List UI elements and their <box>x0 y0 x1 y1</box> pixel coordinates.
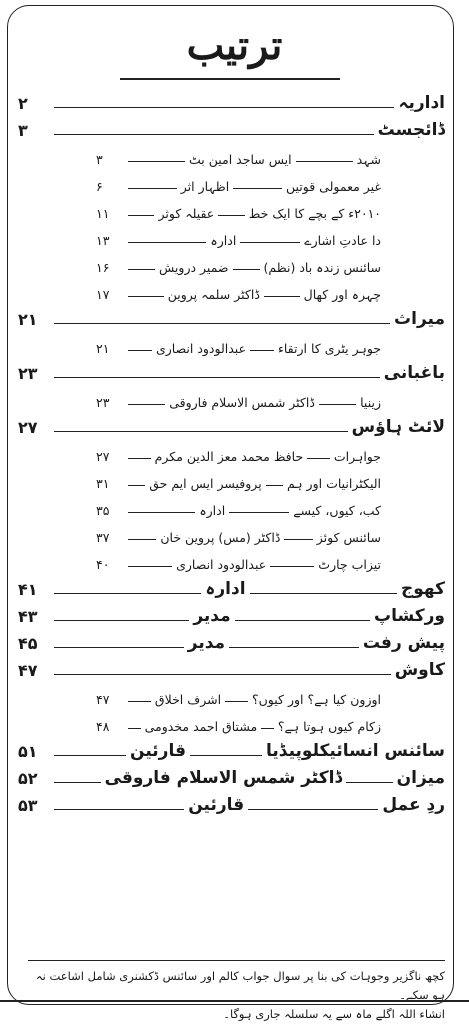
toc-entry-author: مدیر <box>187 633 226 653</box>
toc-page-number: ۱۱ <box>96 206 110 221</box>
toc-section-row[interactable] <box>18 599 445 626</box>
toc-article-row[interactable] <box>18 194 445 221</box>
toc-page-number: ۱۶ <box>96 260 110 275</box>
toc-entry-author: ادارہ <box>205 579 246 599</box>
toc-page-number: ۲۷ <box>96 449 110 464</box>
leader-line <box>250 350 274 351</box>
toc-entry-author: مدیر <box>193 606 231 626</box>
toc-article-row[interactable] <box>18 329 445 356</box>
leader-line <box>54 431 348 432</box>
toc-entry-title: ردِ عمل <box>382 795 445 815</box>
toc-page-number: ۳ <box>18 121 28 140</box>
leader-line <box>128 242 206 243</box>
toc-page-number: ۴۷ <box>18 661 38 680</box>
toc-entry-title: ورکشاپ <box>373 606 445 626</box>
toc-article-row[interactable] <box>18 437 445 464</box>
toc-entry-author: اظہار اثر <box>180 179 230 194</box>
toc-entry-author: قارئین <box>130 741 186 761</box>
toc-entry-author: ڈاکٹر (مس) پروین خان <box>160 530 281 545</box>
leader-line <box>128 728 141 729</box>
leader-line <box>128 512 195 513</box>
toc-page-number: ۱۳ <box>96 233 110 248</box>
toc-page-number: ۲۱ <box>18 310 38 329</box>
table-of-contents <box>18 86 445 815</box>
leader-line <box>250 593 397 594</box>
toc-entry-title: غیر معمولی قوتیں <box>286 179 381 194</box>
toc-page-number: ۲ <box>18 94 28 113</box>
leader-line <box>54 674 391 675</box>
toc-page-number: ۲۱ <box>96 341 110 356</box>
toc-entry-author: عقیلہ کوثر <box>158 206 215 221</box>
toc-article-row[interactable] <box>18 545 445 572</box>
leader-line <box>128 215 154 216</box>
leader-line <box>235 620 370 621</box>
toc-section-row[interactable] <box>18 653 445 680</box>
leader-line <box>229 647 359 648</box>
title-underline <box>120 78 340 80</box>
leader-line <box>128 161 185 162</box>
toc-entry-author: ادارہ <box>199 503 226 518</box>
toc-page-number: ۵۲ <box>17 769 38 788</box>
toc-page-number: ۳۷ <box>95 530 110 545</box>
toc-entry-title: اداریہ <box>398 93 445 113</box>
toc-page-number: ۳۵ <box>96 503 110 518</box>
leader-line <box>190 755 262 756</box>
leader-line <box>264 296 300 297</box>
leader-line <box>307 458 330 459</box>
footer-note-line-2: انشاء اللہ اگلے ماہ سے یہ سلسلہ جاری ہوگا۔ <box>223 1007 445 1021</box>
toc-article-row[interactable] <box>18 464 445 491</box>
toc-section-row[interactable] <box>18 86 445 113</box>
toc-article-row[interactable] <box>18 167 445 194</box>
toc-entry-title: ڈائجسٹ <box>377 120 445 140</box>
toc-section-row[interactable] <box>18 734 445 761</box>
bottom-rule <box>0 1000 469 1002</box>
toc-article-row[interactable] <box>18 383 445 410</box>
toc-page-number: ۲۳ <box>96 395 110 410</box>
toc-page-number: ۶ <box>95 179 103 194</box>
leader-line <box>233 188 282 189</box>
leader-line <box>346 782 393 783</box>
toc-entry-author: ڈاکٹر شمس الاسلام فاروقی <box>104 768 343 788</box>
toc-page-number: ۴۸ <box>96 719 110 734</box>
toc-entry-title: الیکٹرانیات اور ہم <box>286 476 381 491</box>
toc-entry-title: باغبانی <box>383 363 445 383</box>
leader-line <box>233 269 260 270</box>
toc-entry-author: ڈاکٹر سلمہ پروین <box>167 287 260 302</box>
toc-section-row[interactable] <box>18 302 445 329</box>
page-title: ترتیب <box>186 22 283 69</box>
toc-section-row[interactable] <box>18 410 445 437</box>
toc-page-number: ۴۰ <box>96 557 110 572</box>
toc-section-row[interactable] <box>18 356 445 383</box>
leader-line <box>128 296 164 297</box>
leader-line <box>54 107 394 108</box>
toc-section-row[interactable] <box>18 761 445 788</box>
toc-article-row[interactable] <box>18 518 445 545</box>
toc-article-row[interactable] <box>18 680 445 707</box>
toc-entry-author: حافظ محمد معز الدین مکرم <box>154 449 304 464</box>
leader-line <box>54 377 380 378</box>
toc-article-row[interactable] <box>18 248 445 275</box>
footer-note-line-1: کچھ ناگزیر وجوہات کی بنا پر سوال جواب کالم اور سائنس ڈکشنری شامل اشاعت نہ ہو سکے۔ <box>35 969 445 1002</box>
toc-entry-author: اشرف اخلاق <box>154 692 222 707</box>
toc-entry-title: شہد <box>356 152 381 167</box>
toc-entry-author: مشتاق احمد مخدومی <box>144 719 258 734</box>
toc-entry-title: میزان <box>396 768 445 788</box>
toc-page-number: ۳۱ <box>95 476 110 491</box>
toc-page-number: ۲۷ <box>18 418 38 437</box>
leader-line <box>128 701 151 702</box>
toc-section-row[interactable] <box>18 113 445 140</box>
leader-line <box>128 485 145 486</box>
leader-line <box>128 188 177 189</box>
toc-page-number: ۲۳ <box>18 364 38 383</box>
toc-entry-title: ۲۰۱۰ء کے بچے کا ایک خط <box>248 206 381 221</box>
toc-section-row[interactable] <box>18 626 445 653</box>
leader-line <box>266 485 283 486</box>
leader-line <box>54 647 184 648</box>
toc-entry-title: سائنس انسائیکلوپیڈیا <box>266 741 445 761</box>
leader-line <box>54 755 126 756</box>
toc-entry-author: پروفیسر ایس ایم حق <box>149 476 262 491</box>
footer-note <box>28 960 445 1024</box>
leader-line <box>128 350 152 351</box>
toc-entry-author: ڈاکٹر شمس الاسلام فاروقی <box>169 395 315 410</box>
toc-article-row[interactable] <box>18 707 445 734</box>
leader-line <box>128 269 155 270</box>
leader-line <box>261 728 274 729</box>
toc-article-row[interactable] <box>18 275 445 302</box>
leader-line <box>54 782 101 783</box>
toc-page-number: ۴۱ <box>17 580 38 599</box>
leader-line <box>296 161 353 162</box>
toc-entry-author: قارئین <box>188 795 245 815</box>
leader-line <box>54 593 201 594</box>
leader-line <box>248 809 378 810</box>
toc-section-row[interactable] <box>18 788 445 815</box>
toc-entry-title: زینیا <box>360 395 381 410</box>
toc-entry-title: میراث <box>394 309 445 329</box>
leader-line <box>319 404 356 405</box>
leader-line <box>54 620 189 621</box>
toc-entry-author: عبدالودود انصاری <box>176 557 267 572</box>
leader-line <box>128 458 151 459</box>
toc-page-number: ۴۵ <box>18 634 38 653</box>
leader-line <box>54 323 390 324</box>
toc-entry-title: زکام کیوں ہوتا ہے؟ <box>277 719 381 734</box>
toc-entry-author: عبدالودود انصاری <box>155 341 247 356</box>
leader-line <box>54 809 184 810</box>
toc-entry-title: پیش رفت <box>362 633 445 653</box>
toc-article-row[interactable] <box>18 491 445 518</box>
toc-entry-title: کھوج <box>400 579 445 599</box>
toc-entry-author: ایس ساجد امین بٹ <box>189 152 292 167</box>
toc-entry-author: ضمیر درویش <box>159 260 229 275</box>
toc-entry-title: دا عادتِ اشارے <box>304 233 381 248</box>
toc-entry-title: چہرہ اور کھال <box>303 287 381 302</box>
leader-line <box>229 512 289 513</box>
toc-entry-author: ادارہ <box>210 233 237 248</box>
toc-entry-title: جوہر یٹری کا ارتقاء <box>277 341 381 356</box>
toc-page-number: ۳ <box>95 152 103 167</box>
toc-entry-title: اوزون کیا ہے؟ اور کیوں؟ <box>251 692 381 707</box>
toc-entry-title: جواہرات <box>333 449 381 464</box>
leader-line <box>128 539 156 540</box>
toc-article-row[interactable] <box>18 140 445 167</box>
toc-entry-title: لائٹ ہاؤس <box>351 417 445 437</box>
leader-line <box>128 404 165 405</box>
leader-line <box>218 215 244 216</box>
toc-page-number: ۴۳ <box>17 607 38 626</box>
toc-page-number: ۱۷ <box>96 287 110 302</box>
toc-article-row[interactable] <box>18 221 445 248</box>
leader-line <box>240 242 300 243</box>
toc-page-number: ۴۷ <box>96 692 110 707</box>
leader-line <box>225 701 248 702</box>
leader-line <box>284 539 312 540</box>
toc-entry-title: سائنس زندہ باد (نظم) <box>263 260 381 275</box>
leader-line <box>128 566 172 567</box>
toc-entry-title: کاوش <box>394 660 445 680</box>
leader-line <box>270 566 314 567</box>
toc-entry-title: تیزاب چارٹ <box>318 557 381 572</box>
toc-page-number: ۵۳ <box>18 796 38 815</box>
leader-line <box>54 134 374 135</box>
toc-page-number: ۵۱ <box>17 742 38 761</box>
toc-entry-title: کب، کیوں، کیسے <box>293 503 381 518</box>
toc-entry-title: سائنس کوئز <box>316 530 381 545</box>
toc-section-row[interactable] <box>18 572 445 599</box>
